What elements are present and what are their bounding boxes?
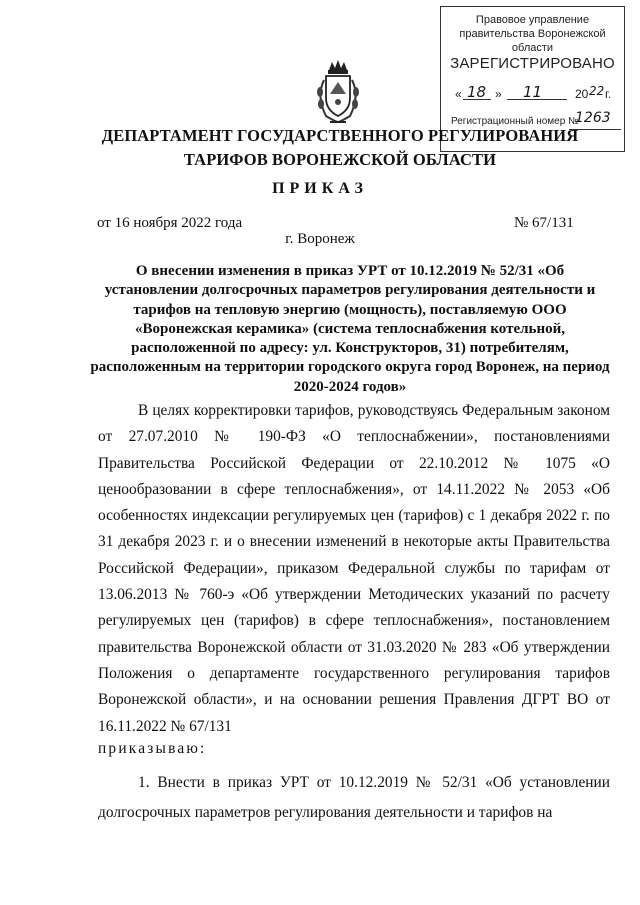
order-number: № 67/131 bbox=[514, 215, 574, 231]
stamp-year-prefix: 20 bbox=[575, 87, 589, 101]
stamp-date: « 18 » 11 20 22 г. bbox=[455, 83, 612, 101]
stamp-year-unit: г. bbox=[605, 87, 612, 101]
stamp-organization: Правовое управление правительства Воронежской области bbox=[459, 14, 606, 54]
stamp-reg-label: Регистрационный номер № bbox=[451, 116, 579, 127]
order-title: ПРИКАЗ bbox=[272, 180, 368, 197]
stamp-day: 18 bbox=[467, 83, 487, 101]
order-city: г. Воронеж bbox=[285, 231, 355, 247]
paragraph-point-1: 1. Внести в приказ УРТ от 10.12.2019 № 52/31 «Об установлении долгосрочных параметров регулирования деятельности и тарифов на bbox=[98, 774, 610, 821]
stamp-status: ЗАРЕГИСТРИРОВАНО bbox=[450, 55, 615, 72]
department-title: ДЕПАРТАМЕНТ ГОСУДАРСТВЕННОГО РЕГУЛИРОВАНИЯ ТАРИФОВ ВОРОНЕЖСКОЙ ОБЛАСТИ bbox=[101, 126, 579, 169]
preamble-paragraph: В целях корректировки тарифов, руководствуясь Федеральным законом от 27.07.2010 № 190-ФЗ «О теплоснабжении», постановлениями Правительства Российской Федерации от 22.10.2012 № 1075 «О ценообразовании в сфере теплоснабжения», от 14.11.2022 № 2053 «Об особенностях индексации регулируемых цен (тарифов) с 1 декабря 2022 г. по 31 декабря 2023 г. и о внесении изменений в некоторые акты Правительства Российской Федерации», приказом Федеральной службы по тарифам от 13.06.2013 № 760-э «Об утверждении Методических указаний по расчету регулируемых цен (тарифов) в сфере теплоснабжения», постановлением правительства Воронежской области от 31.03.2020 № 283 «Об утверждении Положения о департаменте государственного регулирования тарифов Воронежской области», и на основании решения Правления ДГРТ ВО от 16.11.2022 № 67/131 bbox=[98, 402, 610, 735]
stamp-month: 11 bbox=[523, 83, 543, 101]
order-subject: О внесении изменения в приказ УРТ от 10.12.2019 № 52/31 «Об установлении долгосрочных параметров регулирования деятельности и тарифов на тепловую энергию (мощность), поставляемую ООО «Воронежская керамика» (система теплоснабжения котельной, расположенной по адресу: ул. Конструкторов, 31) потребителям, расположенным на территории городского округа город Воронеж, на период 2020-2024 годов» bbox=[90, 263, 610, 395]
stamp-year-suffix: 22 bbox=[589, 84, 605, 98]
stamp-reg-value: 1263 bbox=[575, 110, 611, 126]
order-date: от 16 ноября 2022 года bbox=[97, 215, 243, 231]
coat-of-arms-icon bbox=[312, 58, 364, 126]
order-word: приказываю: bbox=[98, 740, 207, 757]
